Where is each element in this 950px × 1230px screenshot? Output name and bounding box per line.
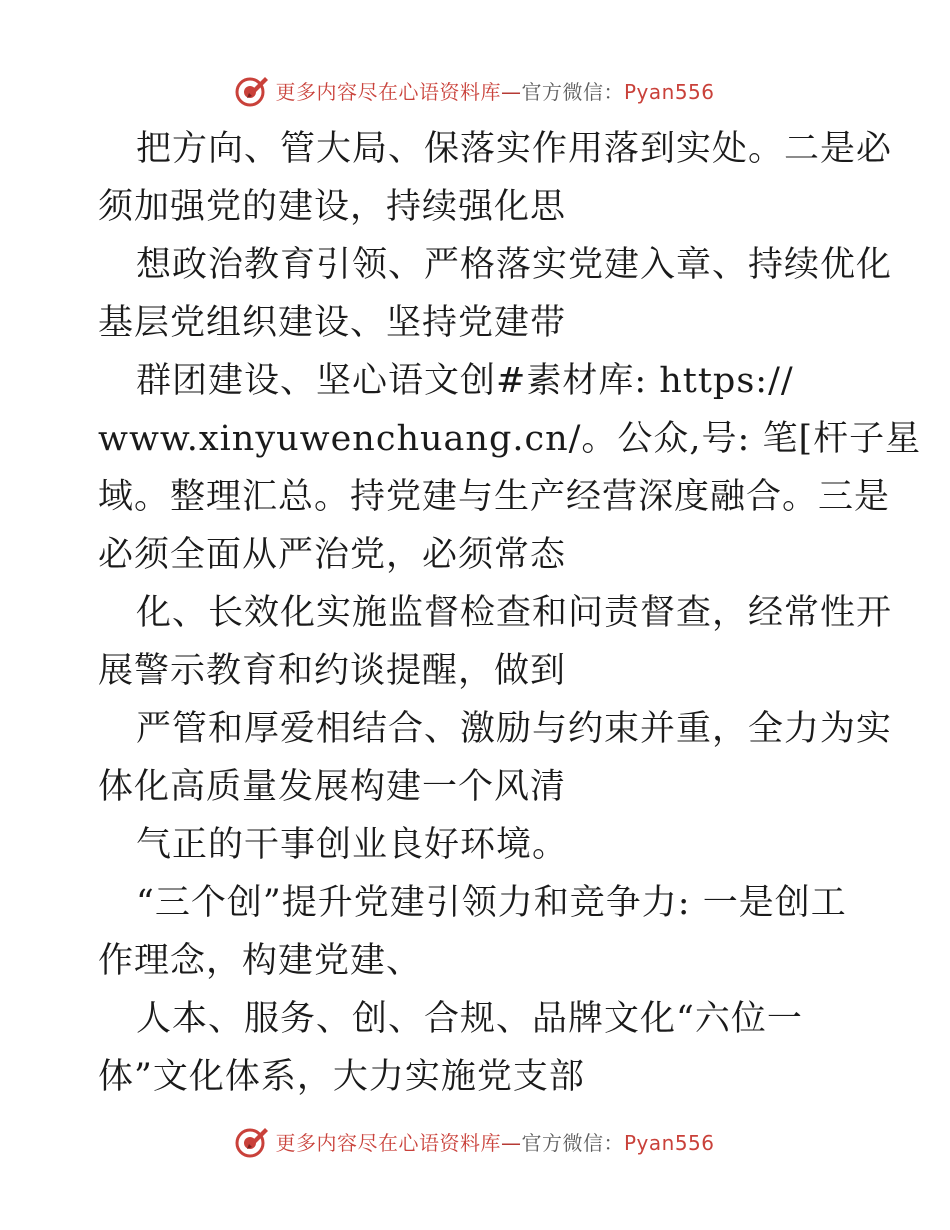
banner-wechat-id: Pyan556 (623, 1130, 715, 1155)
header-banner (0, 70, 950, 110)
pen-logo-icon (235, 73, 269, 107)
banner-wechat-label: 官方微信： (521, 1130, 624, 1155)
banner-wechat-id: Pyan556 (623, 79, 715, 104)
banner-main-text: 更多内容尽在心语资料库 (275, 1130, 501, 1155)
text-line: 气正的干事创业良好环境。 (136, 825, 569, 865)
text-line: 群团建设、坚心语文创#素材库: https:// (136, 361, 794, 401)
pen-logo-icon (235, 1124, 269, 1158)
text-line: 人本、服务、创、合规、品牌文化“六位一 (136, 999, 803, 1039)
text-line: 严管和厚爱相结合、激励与约束并重，全力为实 (136, 709, 893, 749)
document-body (98, 120, 922, 1106)
text-line: 须加强党的建设，持续强化思 (98, 187, 567, 227)
text-line: “三个创”提升党建引领力和竞争力: 一是创工 (136, 883, 847, 923)
banner-dash: — (500, 79, 522, 104)
footer-banner (0, 1121, 950, 1161)
text-line: 展警示教育和约谈提醒，做到 (98, 651, 567, 691)
text-line: 作理念，构建党建、 (98, 941, 423, 981)
banner-wechat-label: 官方微信： (521, 79, 624, 104)
text-line: 必须全面从严治党，必须常态 (98, 535, 567, 575)
banner-dash: — (500, 1130, 522, 1155)
banner-text (275, 1127, 714, 1156)
text-line: 把方向、管大局、保落实作用落到实处。二是必 (136, 129, 893, 169)
text-line: 想政治教育引领、严格落实党建入章、持续优化 (136, 245, 893, 285)
banner-main-text: 更多内容尽在心语资料库 (275, 79, 501, 104)
text-line: 基层党组织建设、坚持党建带 (98, 303, 567, 343)
text-line: 化、长效化实施监督检查和问责督查，经常性开 (136, 593, 893, 633)
text-line: www.xinyuwenchuang.cn/。公众,号: 笔[杆子星 (98, 419, 922, 459)
text-line: 域。整理汇总。持党建与生产经营深度融合。三是 (98, 477, 891, 517)
banner-text (275, 76, 714, 105)
text-line: 体”文化体系，大力实施党支部 (98, 1057, 585, 1097)
text-line: 体化高质量发展构建一个风清 (98, 767, 567, 807)
